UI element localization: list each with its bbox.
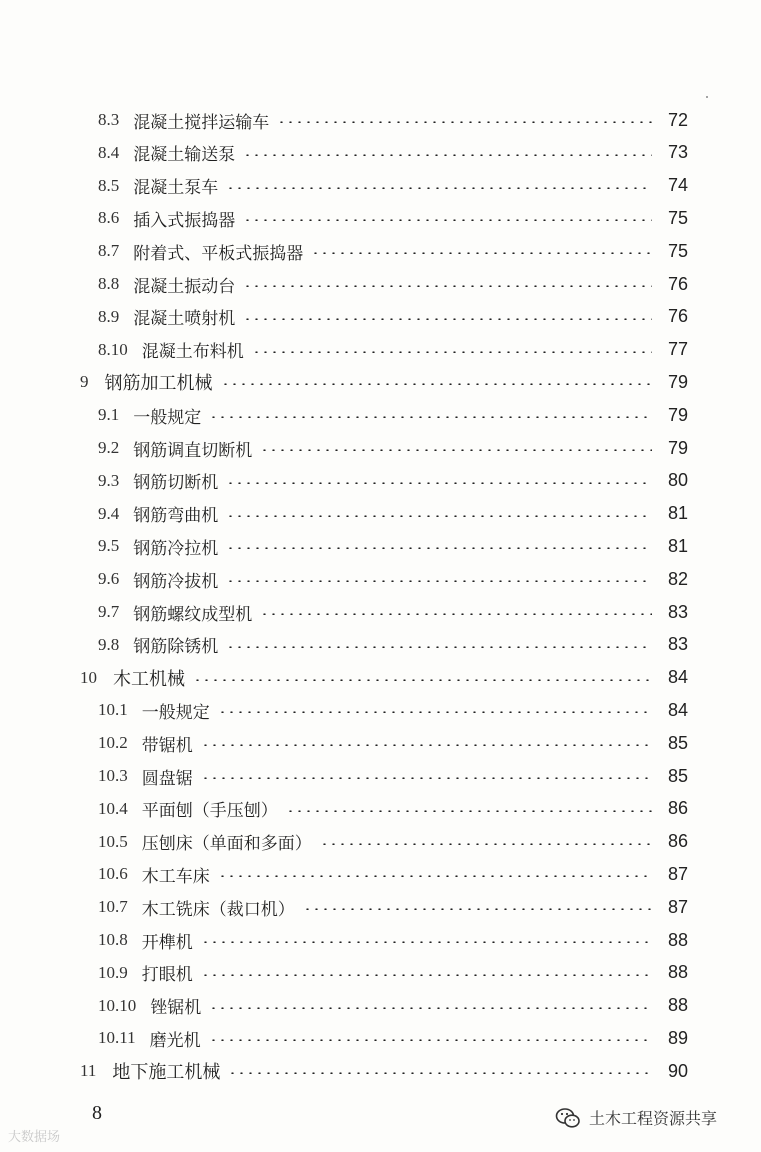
toc-entry-page: 83 [667,601,688,622]
toc-entry [98,990,688,1022]
toc-entry [98,858,688,890]
dot-leader [260,613,652,615]
toc-entry-title: 压刨床（单面和多面） [141,834,312,855]
toc-entry-number: 9.8 [98,634,120,654]
toc-entry-page: 85 [667,732,688,753]
toc-entry-number: 10.1 [98,700,128,720]
toc-entry-page: 72 [667,109,688,130]
toc-entry-title: 木工机械 [113,668,185,690]
dot-leader [303,908,652,910]
dot-leader [221,383,653,385]
toc-entry-number: 10.2 [98,733,128,753]
toc-entry-title: 锉锯机 [150,998,202,1019]
dot-leader [226,515,652,517]
dot-leader [243,219,652,221]
toc-entry-page: 87 [667,863,688,884]
toc-entry-page: 88 [667,929,688,950]
dot-leader [209,1039,652,1041]
toc-entry-title: 混凝土输送泵 [133,145,236,166]
toc-entry-number: 10.11 [98,1028,136,1048]
toc-entry-title: 开榫机 [141,932,193,953]
toc-entry-title: 钢筋调直切断机 [133,440,253,461]
toc-entry [98,826,688,858]
dot-leader [209,1007,652,1009]
toc-entry-number: 10.8 [98,930,128,949]
dot-leader [201,941,652,943]
toc-entry-number: 10.10 [98,995,137,1015]
toc-entry-page: 79 [667,404,688,425]
toc-entry-title: 钢筋冷拉机 [133,538,219,559]
toc-entry-number: 9.4 [98,503,120,523]
toc-entry-title: 磨光机 [149,1030,201,1051]
toc-entry-title: 混凝土喷射机 [133,309,236,330]
toc-entry [98,793,688,825]
toc-entry-title: 打眼机 [141,965,193,986]
toc-entry-number: 8.7 [98,241,120,261]
toc-entry-page: 86 [667,798,688,819]
dot-leader [193,679,652,681]
scan-speck [706,96,708,98]
toc-entry-number: 9.1 [98,405,120,425]
page-number: 8 [92,1102,102,1124]
toc-entry-title: 混凝土振动台 [133,276,236,297]
toc-entry [80,366,688,398]
dot-leader [226,187,652,189]
toc-entry-page: 89 [667,1027,688,1048]
toc-entry-number: 8.10 [98,339,128,359]
toc-entry-page: 86 [667,831,688,852]
dot-leader [311,252,652,254]
toc-entry-title: 木工车床 [141,866,210,887]
watermark-right-text: 土木工程资源共享 [589,1109,718,1128]
dot-leader [286,810,652,812]
toc-entry-title: 圆盘锯 [141,768,193,789]
toc-entry-title: 平面刨（手压刨） [141,801,278,822]
toc-entry [98,596,688,628]
toc-entry-page: 77 [667,339,688,360]
toc-entry [98,957,688,989]
toc-entry [98,1022,688,1054]
toc-entry-number: 8.9 [98,306,120,326]
toc-entry-number: 8.8 [98,274,120,293]
toc-entry [98,170,688,202]
dot-leader [201,974,652,976]
toc-entry-page: 76 [667,306,688,327]
toc-entry-page: 79 [667,437,688,458]
dot-leader [226,646,652,648]
toc-entry [98,202,688,234]
toc-entry-number: 9 [80,372,89,392]
toc-entry-page: 81 [667,503,688,524]
dot-leader [201,777,652,779]
toc-entry-title: 一般规定 [141,702,210,723]
toc-entry-title: 混凝土布料机 [141,342,244,363]
toc-entry-page: 84 [667,699,688,720]
toc-entry [98,432,688,464]
toc-entry-number: 8.4 [98,142,120,162]
dot-leader [218,711,652,713]
toc-entry-number: 10.5 [98,831,128,851]
toc-entry-page: 85 [667,765,688,786]
dot-leader [209,416,652,418]
toc-entry [98,301,688,333]
toc-entry-title: 钢筋冷拔机 [133,571,219,592]
toc-entry-number: 9.6 [98,569,120,589]
toc-entry-title: 钢筋切断机 [133,473,219,494]
toc-entry [98,399,688,431]
toc-entry [98,760,688,792]
toc-entry-page: 83 [667,634,688,655]
toc-entry-number: 10.7 [98,897,128,917]
toc-entry-title: 插入式振捣器 [133,210,236,231]
toc-entry-number: 11 [80,1061,97,1081]
toc-entry-title: 钢筋除锈机 [133,637,219,658]
toc-entry-number: 9.2 [98,438,120,457]
toc-entry [98,498,688,530]
toc-entry-number: 10.9 [98,962,128,982]
toc-entry-number: 10 [80,667,97,687]
toc-entry-page: 84 [667,667,688,688]
toc-entry [98,235,688,267]
toc-entry [98,694,688,726]
toc-entry [98,334,688,366]
toc-entry [98,727,688,759]
toc-entry-page: 75 [667,207,688,228]
toc-entry [98,104,688,136]
toc-entry-number: 9.7 [98,602,120,621]
toc-entry [80,662,688,694]
toc-entry-number: 8.3 [98,110,120,129]
dot-leader [260,449,652,451]
toc-entry-number: 10.3 [98,766,128,785]
toc-entry [98,924,688,956]
toc-entry [98,629,688,661]
toc-entry-page: 75 [667,240,688,261]
toc-entry [98,563,688,595]
dot-leader [243,154,652,156]
toc-entry [98,465,688,497]
toc-entry-number: 10.6 [98,864,128,884]
toc-entry [98,530,688,562]
toc-entry [98,268,688,300]
dot-leader [201,744,652,746]
toc-entry-page: 82 [667,568,688,589]
toc-entry-number: 9.3 [98,470,120,490]
toc-entry-page: 79 [667,371,688,392]
dot-leader [277,121,652,123]
wechat-icon [555,1107,581,1129]
dot-leader [228,1072,652,1074]
toc-entry-title: 混凝土泵车 [133,178,219,199]
toc-entry-title: 带锯机 [141,735,193,756]
toc-entry-number: 8.6 [98,208,120,228]
toc-entry [80,1055,688,1087]
toc-entry-page: 81 [667,535,688,556]
toc-entry-page: 87 [667,896,688,917]
dot-leader [226,580,652,582]
toc-entry-number: 9.5 [98,536,120,556]
dot-leader [226,482,652,484]
toc-entry-page: 88 [667,962,688,983]
toc-entry-title: 钢筋加工机械 [104,373,213,395]
toc-entry-page: 73 [667,142,688,163]
toc-entry-number: 8.5 [98,175,120,195]
toc-entry-title: 地下施工机械 [112,1062,221,1084]
toc-entry [98,891,688,923]
dot-leader [218,875,652,877]
dot-leader [243,285,652,287]
dot-leader [320,843,652,845]
watermark-right [555,1106,717,1129]
toc-entry-title: 附着式、平板式振捣器 [133,243,304,264]
toc-entry-title: 钢筋弯曲机 [133,506,219,527]
toc-entry-title: 木工铣床（裁口机） [141,899,295,920]
toc-entry-title: 一般规定 [133,407,202,428]
watermark-left: 大数据场 [8,1130,61,1145]
dot-leader [252,351,652,353]
toc-entry-page: 88 [667,995,688,1016]
toc-entry-title: 钢筋螺纹成型机 [133,604,253,625]
toc-entry-page: 74 [667,175,688,196]
toc-entry-title: 混凝土搅拌运输车 [133,112,270,133]
toc-entry [98,137,688,169]
toc-entry-number: 10.4 [98,798,128,818]
toc-entry-page: 80 [667,470,688,491]
dot-leader [243,318,652,320]
toc-entry-page: 90 [667,1060,688,1081]
dot-leader [226,547,652,549]
toc-entry-page: 76 [667,273,688,294]
